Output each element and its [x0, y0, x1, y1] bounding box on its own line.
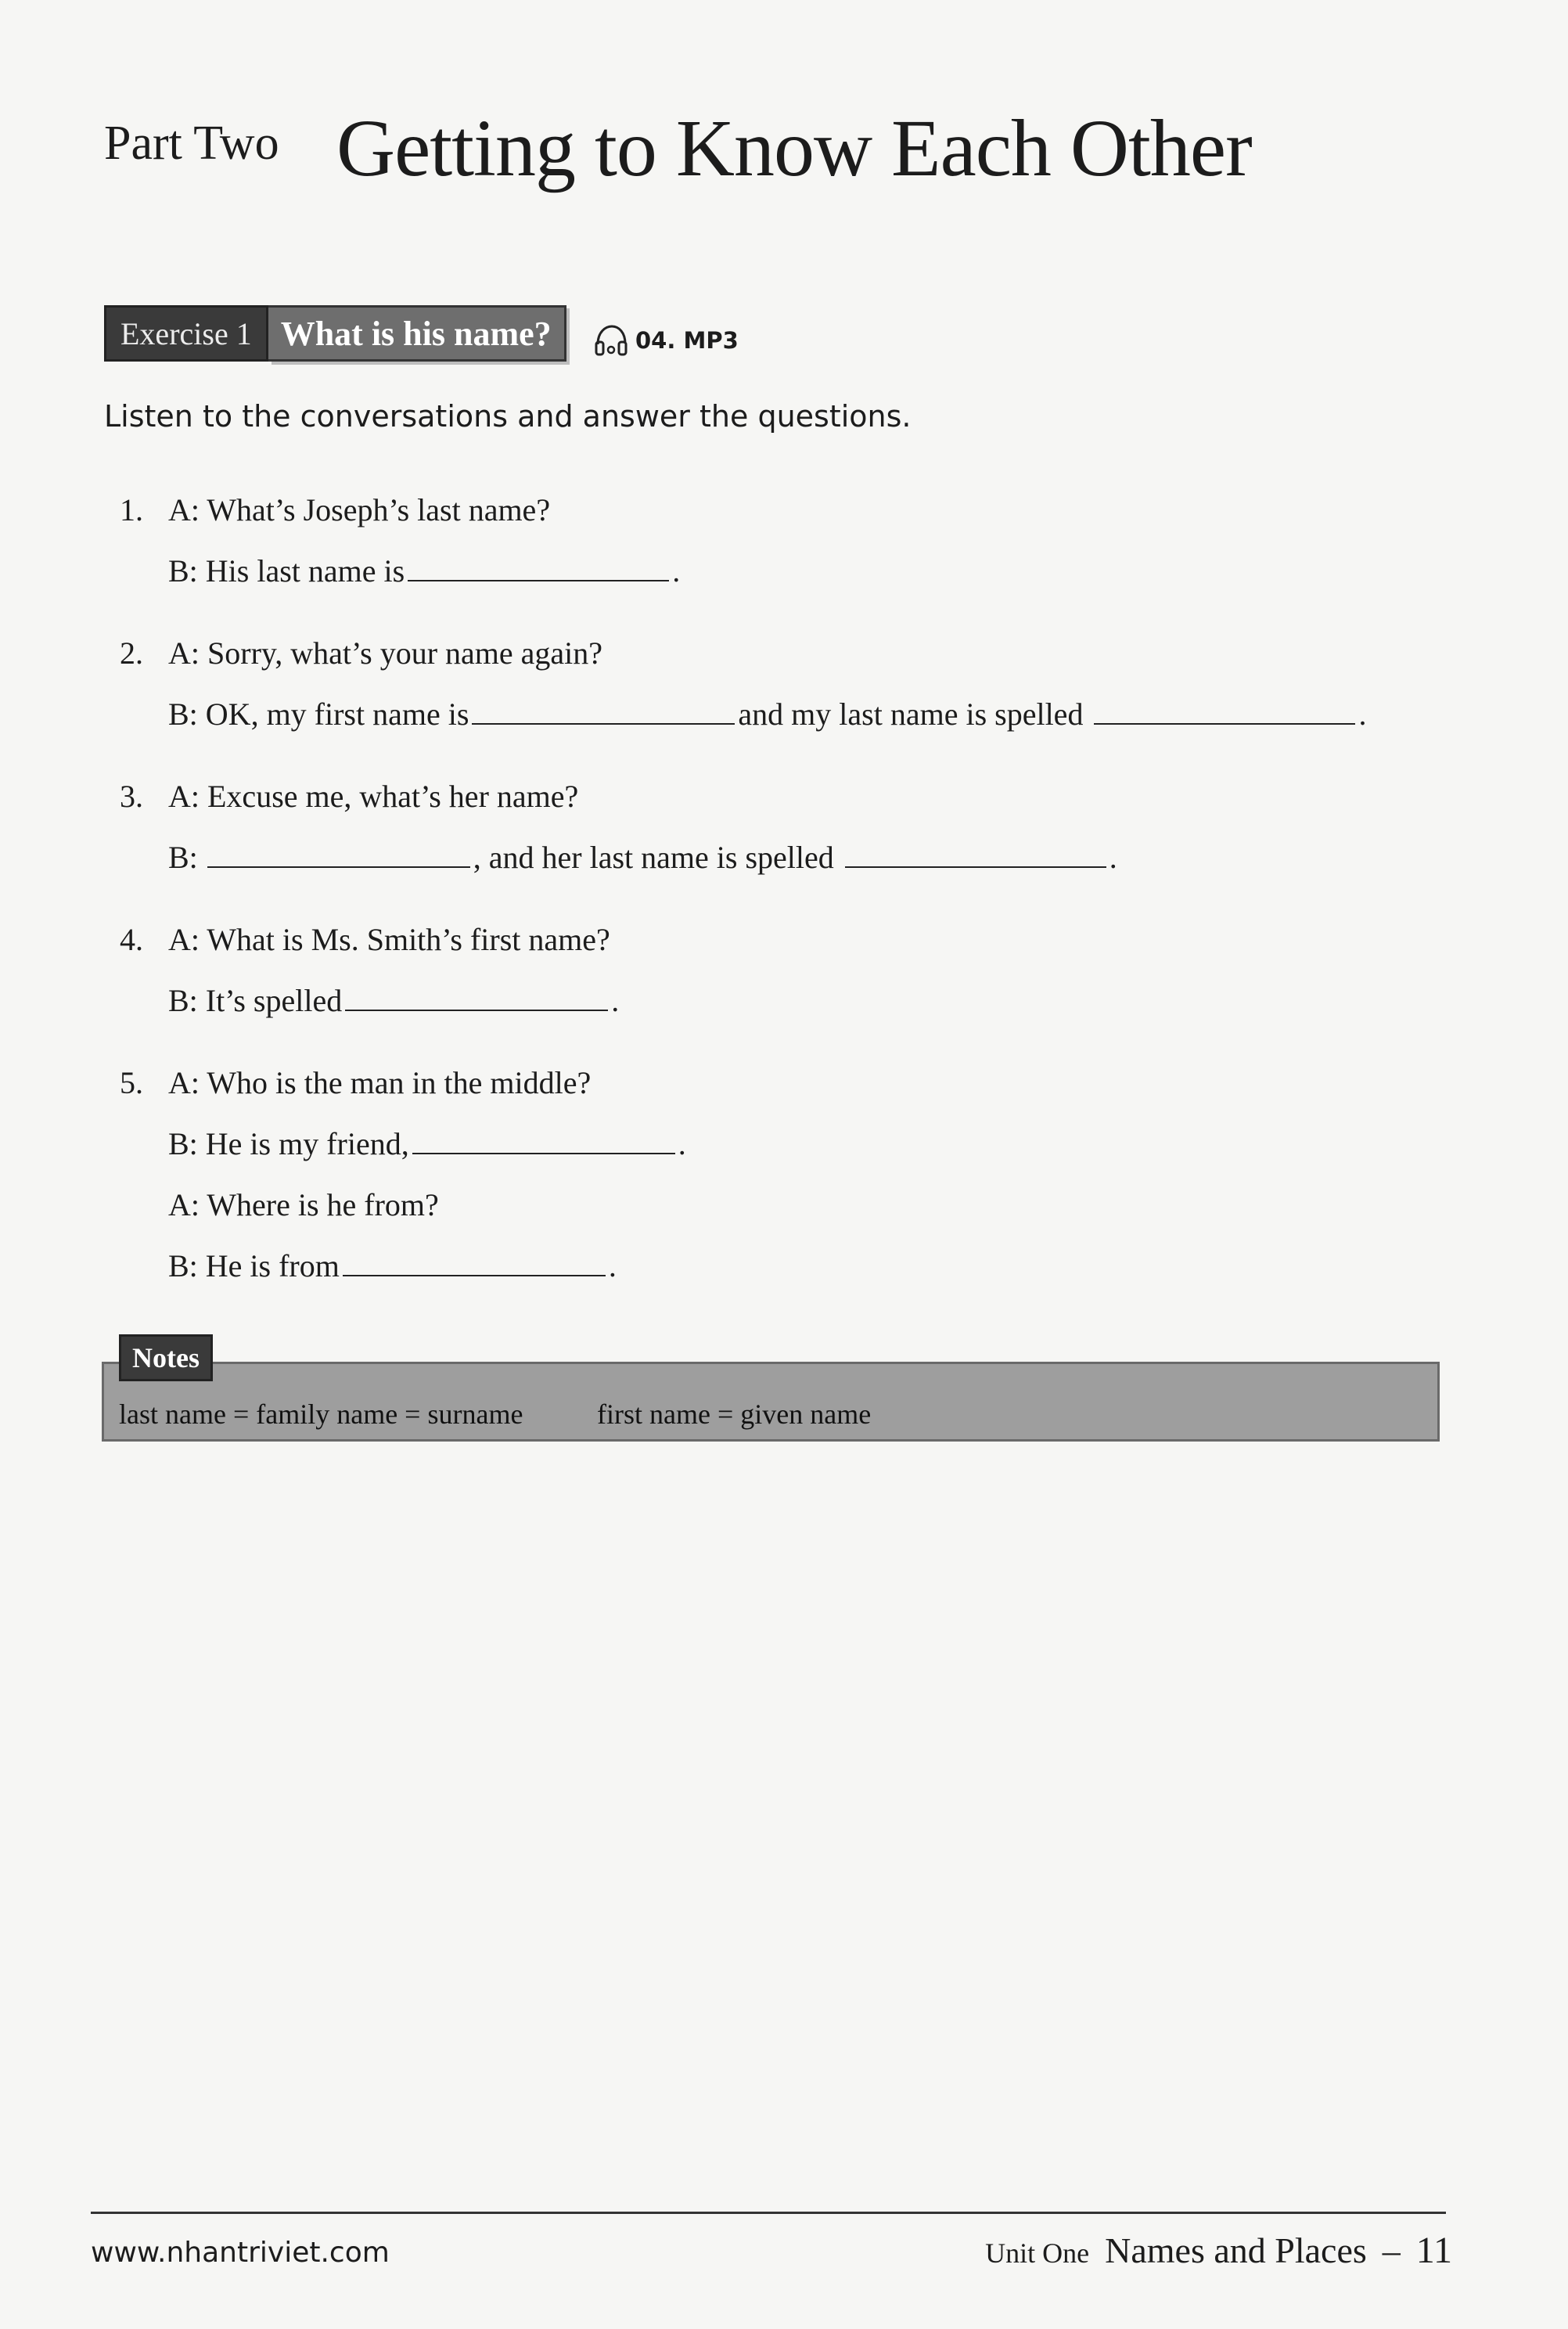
page-title: Getting to Know Each Other — [336, 103, 1252, 193]
footer-unit: Unit One — [985, 2237, 1090, 2269]
answer-b-suffix: . — [1109, 840, 1117, 875]
answer-b-prefix: B: His last name is — [168, 553, 405, 589]
note-first-name: first name = given name — [597, 1398, 872, 1430]
headphones-icon — [593, 322, 629, 358]
question-a: A: Sorry, what’s your name again? — [168, 635, 603, 671]
answer-b-prefix: B: — [168, 840, 198, 875]
instruction: Listen to the conversations and answer the questions. — [104, 399, 912, 434]
question-a: A: Excuse me, what’s her name? — [168, 779, 579, 814]
answer-b-middle: and my last name is spelled — [738, 697, 1084, 732]
notes-label: Notes — [119, 1334, 213, 1381]
question-a: A: Who is the man in the middle? — [168, 1065, 592, 1100]
question-a: A: What’s Joseph’s last name? — [168, 492, 551, 527]
answer-b-suffix: . — [672, 553, 681, 589]
footer-unit-title: Names and Places — [1105, 2230, 1367, 2270]
answer-blank[interactable] — [845, 862, 1106, 868]
footer-separator: – — [1382, 2230, 1401, 2270]
answer-b-suffix: . — [1358, 697, 1367, 732]
answer-blank[interactable] — [1094, 718, 1355, 725]
note-last-name: last name = family name = surname — [119, 1398, 523, 1430]
question-number: 5. — [120, 1065, 143, 1100]
question-a2: A: Where is he from? — [168, 1187, 439, 1222]
answer-blank[interactable] — [412, 1148, 675, 1154]
question-number: 1. — [120, 492, 143, 527]
answer-blank[interactable] — [345, 1005, 608, 1011]
question-number: 2. — [120, 635, 143, 671]
footer-divider — [91, 2212, 1446, 2214]
answer-b-middle: , and her last name is spelled — [473, 840, 834, 875]
answer-b2-suffix: . — [608, 1248, 617, 1283]
answer-b-prefix: B: He is my friend, — [168, 1126, 409, 1161]
answer-b2-prefix: B: He is from — [168, 1248, 340, 1283]
question-number: 4. — [120, 922, 143, 957]
page-number: 11 — [1415, 2230, 1452, 2271]
answer-blank[interactable] — [207, 862, 470, 868]
audio-file-label: 04. MP3 — [635, 327, 739, 354]
part-label: Part Two — [104, 117, 279, 170]
answer-b-prefix: B: OK, my first name is — [168, 697, 469, 732]
answer-b-prefix: B: It’s spelled — [168, 983, 343, 1018]
answer-b-suffix: . — [678, 1126, 686, 1161]
exercise-header — [104, 305, 566, 362]
answer-blank[interactable] — [472, 718, 735, 725]
answer-blank[interactable] — [408, 575, 669, 581]
question-number: 3. — [120, 779, 143, 814]
footer-website[interactable]: www.nhantriviet.com — [91, 2237, 390, 2269]
audio-track[interactable] — [593, 322, 739, 358]
question-a: A: What is Ms. Smith’s first name? — [168, 922, 610, 957]
answer-b-suffix: . — [611, 983, 620, 1018]
exercise-number: Exercise 1 — [104, 305, 268, 362]
exercise-title: What is his name? — [268, 305, 566, 362]
answer-blank[interactable] — [343, 1270, 606, 1276]
footer-unit-info — [985, 2229, 1452, 2272]
